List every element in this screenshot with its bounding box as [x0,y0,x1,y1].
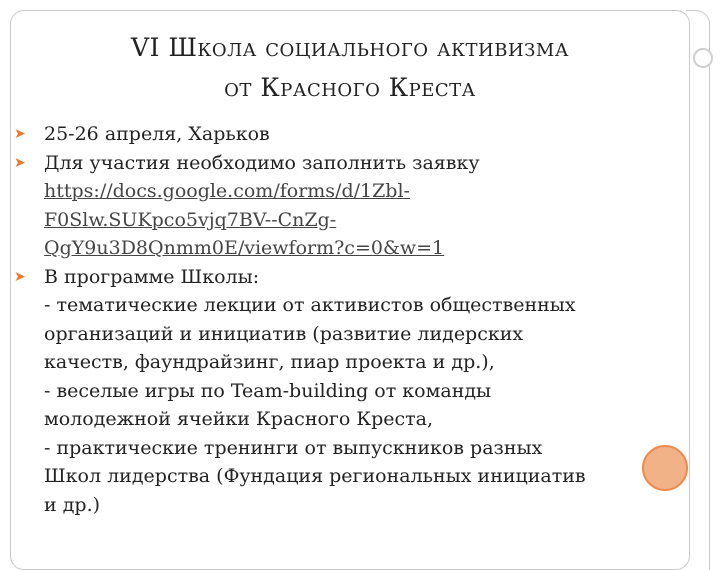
program-line: - тематические лекции от активистов общественных [44,294,576,316]
slide-title-line-2: от Красного Креста [224,73,476,102]
slide-frame-stripe [686,10,710,570]
bullet-arrow-icon: ➤ [14,268,26,285]
bullet-list [14,120,682,519]
program-line: организаций и инициатив (развитие лидерских [44,322,524,345]
list-item-date [14,120,682,149]
decorative-circle-top [693,48,713,68]
list-item-text: Для участия необходимо заполнить заявку [44,151,480,174]
program-line: качеств, фаундрайзинг, пиар проекта и др.), [44,351,495,373]
bullet-arrow-icon: ➤ [14,126,26,142]
list-item-text: 25-26 апреля, Харьков [44,123,270,145]
program-line: Школ лидерства (Фундация региональных инициатив [44,465,586,487]
program-line: - веселые игры по Team-building от команды [44,379,492,402]
program-line: - практические тренинги от выпускников разных [44,436,543,459]
program-line: и др.) [44,493,101,516]
slide-title [40,28,660,108]
application-form-link-line-3[interactable]: QgY9u3D8Qnmm0E/viewform?c=0&w=1 [44,237,445,259]
program-line: молодежной ячейки Красного Креста, [44,408,433,430]
program-line: В программе Школы: [44,265,260,288]
list-item-application [14,149,682,263]
list-item-program [14,263,682,520]
slide-title-line-1: VI Школа социального активизма [131,33,569,62]
bullet-arrow-icon: ➤ [14,154,26,171]
application-form-link-line-2[interactable]: F0Slw.SUKpco5vjq7BV--CnZg- [44,208,337,231]
application-form-link-line-1[interactable]: https://docs.google.com/forms/d/1Zbl- [44,180,410,202]
